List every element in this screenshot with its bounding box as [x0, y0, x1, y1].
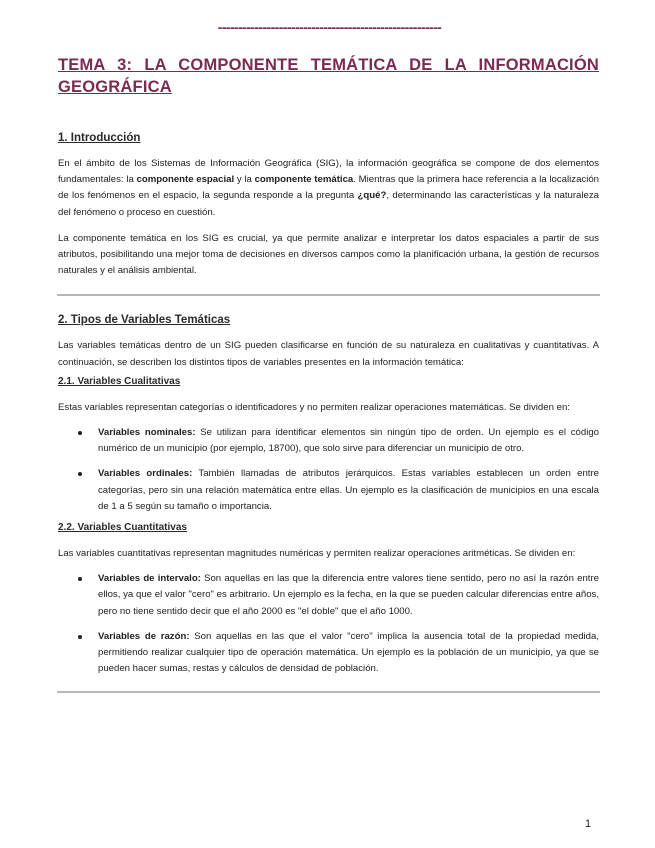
- subsection-heading: 2.2. Variables Cuantitativas: [58, 522, 187, 534]
- section-divider: [57, 691, 600, 693]
- bullet-icon: [78, 431, 82, 435]
- title-line-2: GEOGRÁFICA: [58, 78, 172, 96]
- subsection-heading: 2.1. Variables Cualitativas: [58, 375, 181, 387]
- paragraph: Las variables cuantitativas representan magnitudes numéricas y permiten realizar operaciones aritméticas. Se dividen en:: [58, 548, 576, 560]
- bold-term: componente temática: [254, 174, 354, 186]
- bullet-icon: [78, 635, 82, 639]
- document-page: [58, 18, 599, 693]
- bullet-list: [58, 425, 599, 515]
- bullet-list: [58, 571, 599, 677]
- paragraph: Estas variables representan categorías o identificadores y no permiten realizar operaciones matemáticas. Se dividen en:: [58, 401, 570, 413]
- section-heading: 2. Tipos de Variables Temáticas: [58, 314, 231, 327]
- section-introduccion: [58, 130, 599, 279]
- list-item: Variables de intervalo: Son aquellas en las que la diferencia entre valores tiene sentido, pero no así la razón entre ellos, ya que el valor "cero" es arbitrario. Un ejemplo es la fecha, en la que se pueden calcular diferencias entre años, pero no tiene sentido decir que el año 2000 es "el doble" que el año 1000.: [58, 571, 599, 620]
- page-number: 1: [585, 818, 592, 830]
- paragraph: En el ámbito de los Sistemas de Información Geográfica (SIG), la información geográfica se compone de dos elementos fundamentales: la componente espacial y la componente temática. Mientras que la primera hace referencia a la localización de los fenómenos en el espacio, la segunda responde a la pregunta ¿qué?, determinando las características y la naturaleza del fenómeno o proceso en cuestión.: [58, 158, 600, 218]
- page-title: [58, 54, 599, 98]
- bullet-icon: [78, 577, 82, 581]
- bullet-icon: [78, 472, 82, 476]
- bold-term: componente espacial: [136, 174, 235, 186]
- section-tipos-variables: [58, 312, 599, 677]
- paragraph: Las variables temáticas dentro de un SIG pueden clasificarse en función de su naturaleza en cualitativas y cuantitativas. A continuación, se describen los distintos tipos de variables presentes en la información temática:: [58, 340, 599, 368]
- title-line-1: TEMA 3: LA COMPONENTE TEMÁTICA DE LA INFORMACIÓN: [58, 56, 599, 74]
- paragraph: La componente temática en los SIG es crucial, ya que permite analizar e interpretar los datos espaciales a partir de sus atributos, posibilitando una mejor toma de decisiones en diversos campos como la planificación urbana, la gestión de recursos naturales y el análisis ambiental.: [58, 232, 599, 277]
- decorative-dash-line: -------------------------------------------------------: [217, 19, 442, 35]
- section-heading: 1. Introducción: [58, 132, 141, 144]
- bold-term: ¿qué?: [357, 190, 387, 202]
- list-item: Variables ordinales: También llamadas de atributos jerárquicos. Estas variables establecen un orden entre categorías, pero sin una relación matemática entre ellas. Un ejemplo es la clasificación de municipios en una escala de 1 a 5 según su tamaño o importancia.: [58, 466, 599, 515]
- list-item: Variables nominales: Se utilizan para identificar elementos sin ningún tipo de orden. Un ejemplo es el código numérico de un municipio (por ejemplo, 18700), que solo sirve para diferenciar un municipio de otro.: [58, 425, 599, 457]
- list-item: Variables de razón: Son aquellas en las que el valor "cero" implica la ausencia total de la propiedad medida, permitiendo realizar cualquier tipo de operación matemática. Un ejemplo es la población de un municipio, ya que se pueden hacer sumas, restas y cálculos de densidad de población.: [58, 629, 599, 678]
